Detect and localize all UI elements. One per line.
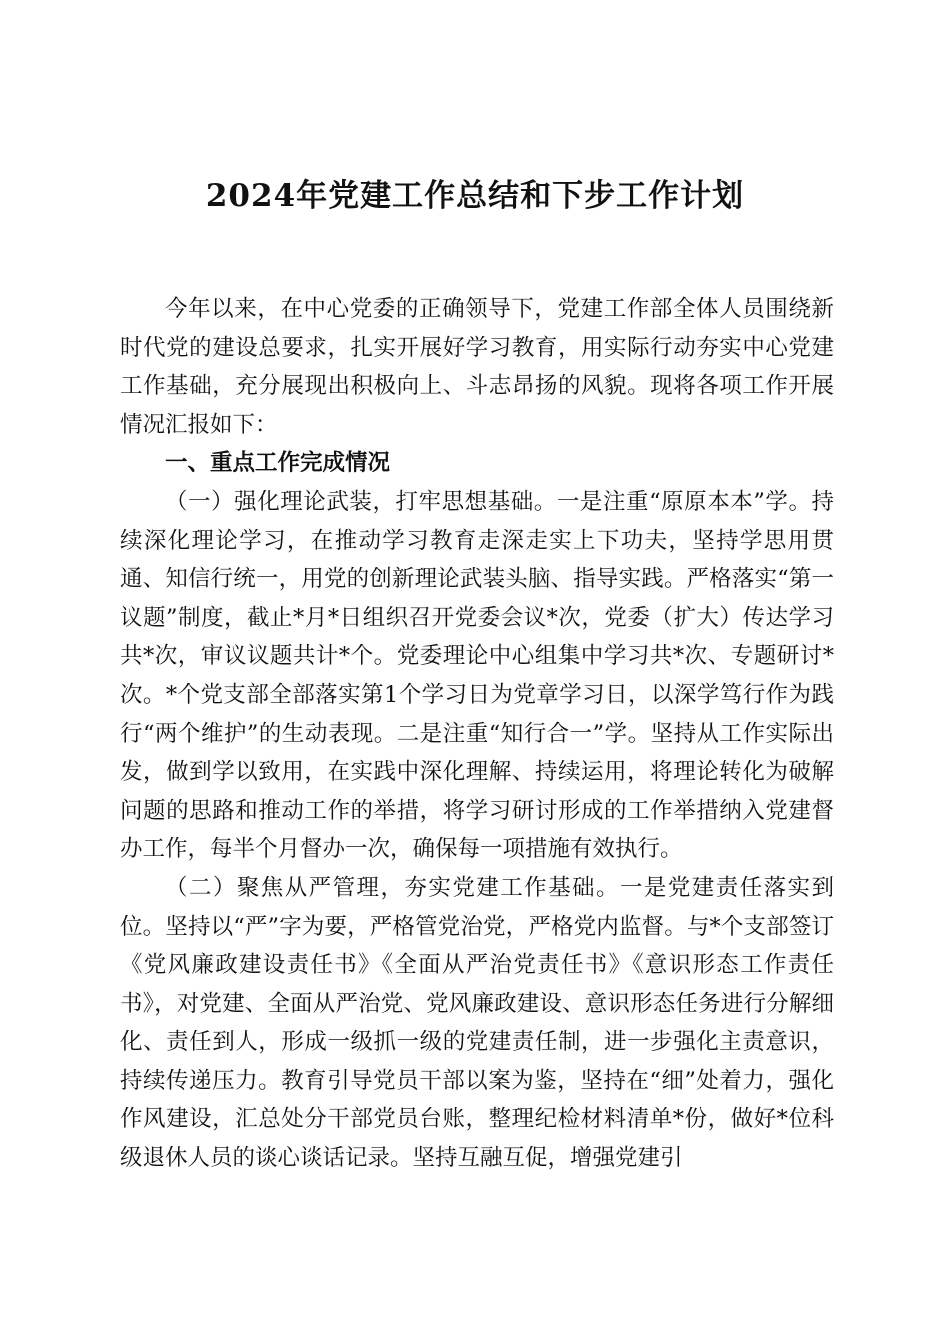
item-1-lead: （一）强化理论武装，打牢思想基础。 — [165, 488, 557, 515]
intro-paragraph: 今年以来，在中心党委的正确领导下，党建工作部全体人员围绕新时代党的建设总要求，扎实开展好学习教育，用实际行动夯实中心党建工作基础，充分展现出积极向上、斗志昂扬的风貌。现将各项工作开展情况汇报如下： — [120, 296, 834, 438]
document-title: 2024年党建工作总结和下步工作计划 — [205, 178, 745, 214]
item-2-lead: （二）聚焦从严管理，夯实党建工作基础。 — [165, 874, 620, 901]
item-1-body: 一是注重“原原本本”学。持续深化理论学习，在推动学习教育走深走实上下功夫，坚持学思用贯通、知信行统一，用党的创新理论武装头脑、指导实践。严格落实“第一议题”制度，截止*月*日组织召开党委会议*次，党委（扩大）传达学习共*次，审议议题共计*个。党委理论中心组集中学习共*次、专题研讨*次。*个党支部全部落实第1个学习日为党章学习日，以深学笃行作为践行“两个维护”的生动表现。二是注重“知行合一”学。坚持从工作实际出发，做到学以致用，在实践中深化理解、持续运用，将理论转化为破解问题的思路和推动工作的举措，将学习研讨形成的工作举措纳入党建督办工作，每半个月督办一次，确保每一项措施有效执行。 — [120, 488, 834, 863]
paragraph-item-1 — [120, 483, 834, 869]
section-heading: 一、重点工作完成情况 — [165, 450, 391, 477]
paragraph-item-2 — [120, 869, 834, 1178]
document-body — [120, 290, 834, 1178]
item-2-body: 一是党建责任落实到位。坚持以“严”字为要，严格管党治党，严格党内监督。与*个支部签订《党风廉政建设责任书》《全面从严治党责任书》《意识形态工作责任书》，对党建、全面从严治党、党风廉政建设、意识形态任务进行分解细化、责任到人，形成一级抓一级的党建责任制，进一步强化主责意识，持续传递压力。教育引导党员干部以案为鉴，坚持在“细”处着力，强化作风建设，汇总处分干部党员台账，整理纪检材料清单*份，做好*位科级退休人员的谈心谈话记录。坚持互融互促，增强党建引 — [120, 874, 834, 1172]
